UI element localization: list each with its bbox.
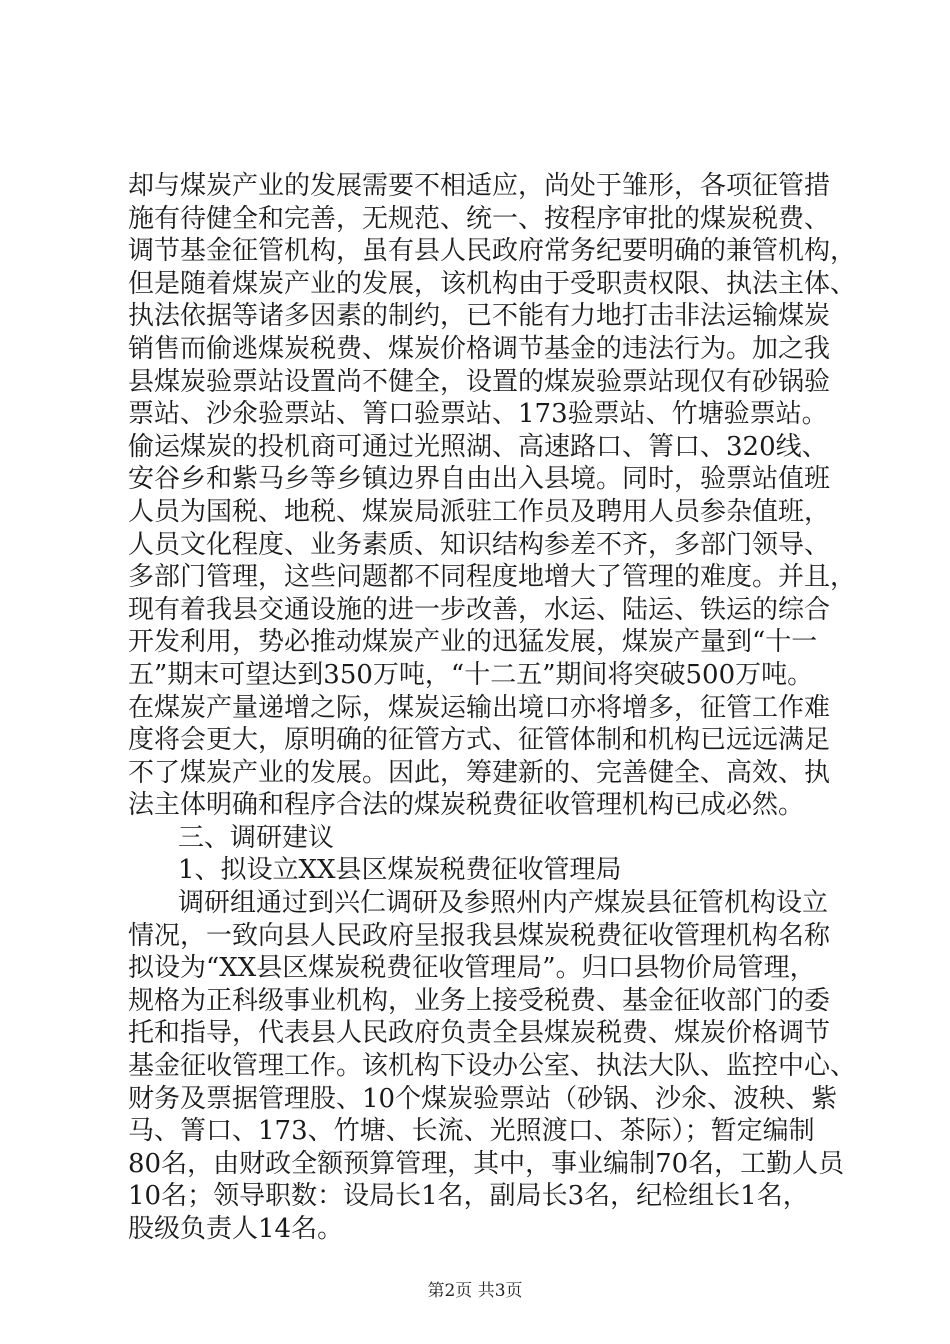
- text-line: 法主体明确和程序合法的煤炭税费征收管理机构已成必然。: [128, 790, 805, 821]
- text-line: 人员文化程度、业务素质、知识结构参差不齐，多部门领导、: [128, 529, 831, 560]
- text-line: 销售而偷逃煤炭税费、煤炭价格调节基金的违法行为。加之我: [128, 333, 831, 364]
- text-line: 基金征收管理工作。该机构下设办公室、执法大队、监控中心、: [128, 1051, 857, 1082]
- text-line: 县煤炭验票站设置尚不健全，设置的煤炭验票站现仅有砂锅验: [128, 366, 831, 397]
- text-line: 调节基金征管机构，虽有县人民政府常务纪要明确的兼管机构，: [128, 236, 857, 267]
- text-line: 托和指导，代表县人民政府负责全县煤炭税费、煤炭价格调节: [128, 1018, 831, 1049]
- text-line: 施有待健全和完善，无规范、统一、按程序审批的煤炭税费、: [128, 203, 831, 234]
- text-line: 80名，由财政全额预算管理，其中，事业编制70名，工勤人员: [128, 1148, 845, 1179]
- text-line: 三、调研建议: [178, 822, 335, 853]
- text-line: 人员为国税、地税、煤炭局派驻工作员及聘用人员参杂值班，: [128, 496, 831, 527]
- text-line: 不了煤炭产业的发展。因此，筹建新的、完善健全、高效、执: [128, 757, 831, 788]
- text-line: 安谷乡和紫马乡等乡镇边界自由出入县境。同时，验票站值班: [128, 464, 831, 495]
- text-line: 规格为正科级事业机构，业务上接受税费、基金征收部门的委: [128, 985, 831, 1016]
- text-line: 偷运煤炭的投机商可通过光照湖、高速路口、箐口、320线、: [128, 431, 828, 462]
- text-line: 调研组通过到兴仁调研及参照州内产煤炭县征管机构设立: [178, 888, 829, 919]
- page-footer: 第2页 共3页: [427, 1281, 523, 1301]
- text-line: 五”期末可望达到350万吨，“十二五”期间将突破500万吨。: [128, 659, 814, 690]
- text-line: 1、拟设立XX县区煤炭税费征收管理局: [178, 855, 622, 886]
- text-line: 执法依据等诸多因素的制约，已不能有力地打击非法运输煤炭: [128, 301, 831, 332]
- text-line: 股级负责人14名。: [128, 1214, 344, 1244]
- text-line: 却与煤炭产业的发展需要不相适应，尚处于雏形，各项征管措: [128, 171, 831, 201]
- text-line: 拟设为“XX县区煤炭税费征收管理局”。归口县物价局管理，: [128, 953, 816, 984]
- text-line: 多部门管理，这些问题都不同程度地增大了管理的难度。并且，: [128, 562, 857, 593]
- text-line: 现有着我县交通设施的进一步改善，水运、陆运、铁运的综合: [128, 594, 831, 625]
- text-line: 票站、沙氽验票站、箐口验票站、173验票站、竹塘验票站。: [128, 399, 828, 430]
- text-line: 但是随着煤炭产业的发展，该机构由于受职责权限、执法主体、: [128, 268, 857, 299]
- text-line: 财务及票据管理股、10个煤炭验票站（砂锅、沙氽、波秧、紫: [128, 1083, 838, 1114]
- text-line: 情况，一致向县人民政府呈报我县煤炭税费征收管理机构名称: [128, 920, 831, 951]
- text-line: 度将会更大，原明确的征管方式、征管体制和机构已远远满足: [128, 725, 831, 756]
- text-line: 开发利用，势必推动煤炭产业的迅猛发展，煤炭产量到“十一: [128, 627, 818, 658]
- body-text: [128, 170, 857, 1246]
- text-line: 10名；领导职数：设局长1名，副局长3名，纪检组长1名，: [128, 1181, 809, 1212]
- text-line: 马、箐口、173、竹塘、长流、光照渡口、茶际）；暂定编制: [128, 1116, 815, 1147]
- text-line: 在煤炭产量递增之际，煤炭运输出境口亦将增多，征管工作难: [128, 692, 831, 723]
